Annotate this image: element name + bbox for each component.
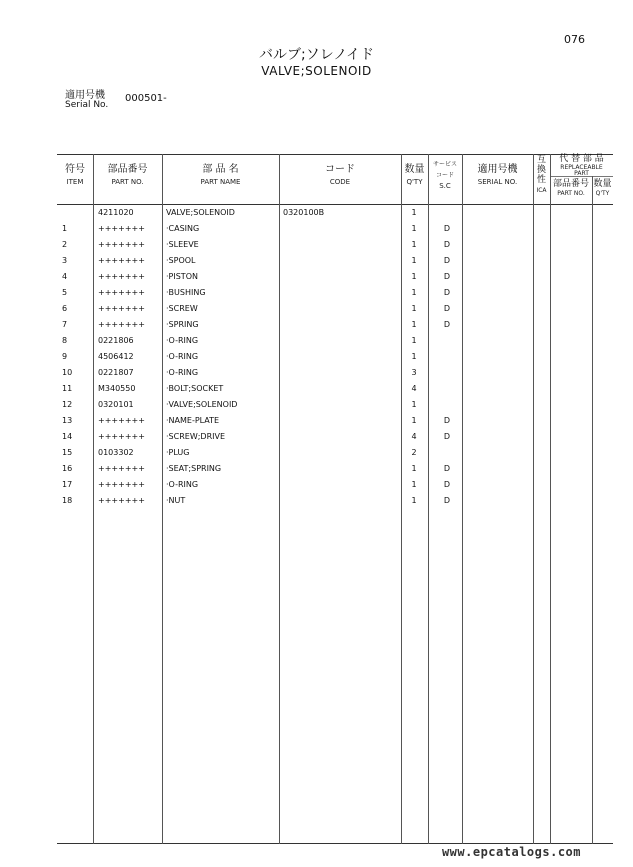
cell-qty: 1: [411, 208, 417, 217]
cell-qty: 1: [411, 480, 417, 489]
cell-service-code: D: [443, 432, 451, 441]
cell-qty: 4: [411, 432, 417, 441]
cell-item: 5: [62, 288, 68, 297]
table-row: [57, 365, 613, 381]
header-code: コード CODE: [325, 164, 355, 186]
cell-part-no: 0103302: [98, 448, 134, 457]
cell-item: 6: [62, 304, 68, 313]
table-row: [57, 269, 613, 285]
cell-part-name: ·SPOOL: [166, 256, 196, 265]
header-replaceable: 代 替 部 品 REPLACEABLE PART: [559, 154, 604, 178]
cell-item: 10: [62, 368, 73, 377]
cell-item: 18: [62, 496, 73, 505]
cell-qty: 1: [411, 464, 417, 473]
cell-part-name: ·NUT: [166, 496, 186, 505]
cell-item: 15: [62, 448, 73, 457]
cell-part-name: ·BUSHING: [166, 288, 206, 297]
cell-item: 7: [62, 320, 68, 329]
header-item: 符号 ITEM: [65, 164, 85, 186]
cell-part-no: M340550: [98, 384, 136, 393]
table-row: [57, 461, 613, 477]
cell-service-code: D: [443, 320, 451, 329]
cell-part-no: 0320101: [98, 400, 134, 409]
header-part-name: 部 品 名 PART NAME: [200, 164, 241, 186]
serial-value: 000501-: [125, 93, 167, 104]
cell-qty: 1: [411, 224, 417, 233]
cell-item: 1: [62, 224, 68, 233]
cell-part-name: ·CASING: [166, 224, 200, 233]
cell-qty: 1: [411, 336, 417, 345]
cell-service-code: D: [443, 304, 451, 313]
cell-item: 2: [62, 240, 68, 249]
table-row: [57, 285, 613, 301]
header-serial: 適用号機 SERIAL NO.: [477, 164, 518, 186]
cell-qty: 1: [411, 320, 417, 329]
serial-label-jp: 適用号機: [65, 90, 105, 101]
cell-service-code: D: [443, 480, 451, 489]
table-row: [57, 237, 613, 253]
cell-item: 4: [62, 272, 68, 281]
cell-part-name: ·SPRING: [166, 320, 199, 329]
cell-part-no: +++++++: [98, 496, 145, 505]
cell-item: 8: [62, 336, 68, 345]
cell-qty: 1: [411, 400, 417, 409]
cell-service-code: D: [443, 496, 451, 505]
table-row: [57, 205, 613, 221]
header-ica: 互 換 性 ICA: [536, 155, 547, 194]
cell-part-name: ·O-RING: [166, 336, 199, 345]
cell-part-name: ·O-RING: [166, 480, 199, 489]
parts-table: [57, 154, 613, 844]
cell-part-no: +++++++: [98, 288, 145, 297]
cell-service-code: D: [443, 416, 451, 425]
cell-part-name: VALVE;SOLENOID: [166, 208, 235, 217]
title-japanese: バルブ;ソレノイド: [259, 47, 374, 63]
table-row: [57, 397, 613, 413]
cell-part-name: ·O-RING: [166, 352, 199, 361]
cell-part-no: +++++++: [98, 304, 145, 313]
table-row: [57, 493, 613, 509]
cell-code: 0320100B: [283, 208, 325, 217]
table-row: [57, 333, 613, 349]
table-row: [57, 413, 613, 429]
page-number: 076: [564, 33, 585, 46]
cell-part-name: ·PISTON: [166, 272, 198, 281]
cell-item: 11: [62, 384, 73, 393]
header-repl-part-no: 部品番号 PART NO.: [552, 179, 589, 197]
cell-qty: 3: [411, 368, 417, 377]
cell-part-name: ·SCREW: [166, 304, 198, 313]
table-row: [57, 317, 613, 333]
cell-qty: 1: [411, 416, 417, 425]
cell-service-code: D: [443, 224, 451, 233]
cell-part-name: ·O-RING: [166, 368, 199, 377]
header-qty: 数量 Q'TY: [404, 164, 425, 186]
table-row: [57, 429, 613, 445]
cell-item: 16: [62, 464, 73, 473]
cell-qty: 1: [411, 304, 417, 313]
title-english: VALVE;SOLENOID: [261, 64, 372, 78]
cell-part-name: ·VALVE;SOLENOID: [166, 400, 238, 409]
cell-part-no: +++++++: [98, 416, 145, 425]
cell-qty: 1: [411, 240, 417, 249]
cell-qty: 1: [411, 272, 417, 281]
cell-part-no: +++++++: [98, 464, 145, 473]
cell-part-name: ·SCREW;DRIVE: [166, 432, 226, 441]
cell-item: 3: [62, 256, 68, 265]
watermark: www.epcatalogs.com: [441, 845, 581, 859]
table-row: [57, 381, 613, 397]
cell-qty: 1: [411, 256, 417, 265]
table-row: [57, 477, 613, 493]
table-bottom-rule: [57, 843, 613, 844]
header-service-code: サービス コード S.C: [432, 161, 457, 191]
cell-service-code: D: [443, 288, 451, 297]
cell-part-no: 0221807: [98, 368, 134, 377]
cell-qty: 2: [411, 448, 417, 457]
cell-part-name: ·NAME-PLATE: [166, 416, 220, 425]
cell-service-code: D: [443, 256, 451, 265]
serial-label-en: Serial No.: [65, 100, 109, 110]
cell-part-name: ·BOLT;SOCKET: [166, 384, 224, 393]
cell-item: 17: [62, 480, 73, 489]
cell-qty: 4: [411, 384, 417, 393]
cell-part-name: ·PLUG: [166, 448, 190, 457]
table-top-rule: [57, 154, 613, 155]
cell-item: 14: [62, 432, 73, 441]
table-row: [57, 253, 613, 269]
cell-service-code: D: [443, 272, 451, 281]
cell-service-code: D: [443, 464, 451, 473]
cell-qty: 1: [411, 352, 417, 361]
table-row: [57, 349, 613, 365]
cell-item: 13: [62, 416, 73, 425]
cell-service-code: D: [443, 240, 451, 249]
cell-part-name: ·SLEEVE: [166, 240, 199, 249]
cell-part-no: 4506412: [98, 352, 134, 361]
cell-part-no: +++++++: [98, 240, 145, 249]
header-part-no: 部品番号 PART NO.: [107, 164, 148, 186]
cell-qty: 1: [411, 496, 417, 505]
cell-qty: 1: [411, 288, 417, 297]
table-row: [57, 445, 613, 461]
cell-item: 12: [62, 400, 73, 409]
cell-part-no: 0221806: [98, 336, 134, 345]
cell-part-no: +++++++: [98, 256, 145, 265]
header-repl-qty: 数量 Q'TY: [593, 179, 612, 197]
cell-part-no: +++++++: [98, 480, 145, 489]
table-row: [57, 221, 613, 237]
cell-part-name: ·SEAT;SPRING: [166, 464, 222, 473]
table-row: [57, 301, 613, 317]
cell-part-no: 4211020: [98, 208, 134, 217]
cell-part-no: +++++++: [98, 224, 145, 233]
cell-part-no: +++++++: [98, 432, 145, 441]
cell-part-no: +++++++: [98, 272, 145, 281]
cell-part-no: +++++++: [98, 320, 145, 329]
cell-item: 9: [62, 352, 68, 361]
